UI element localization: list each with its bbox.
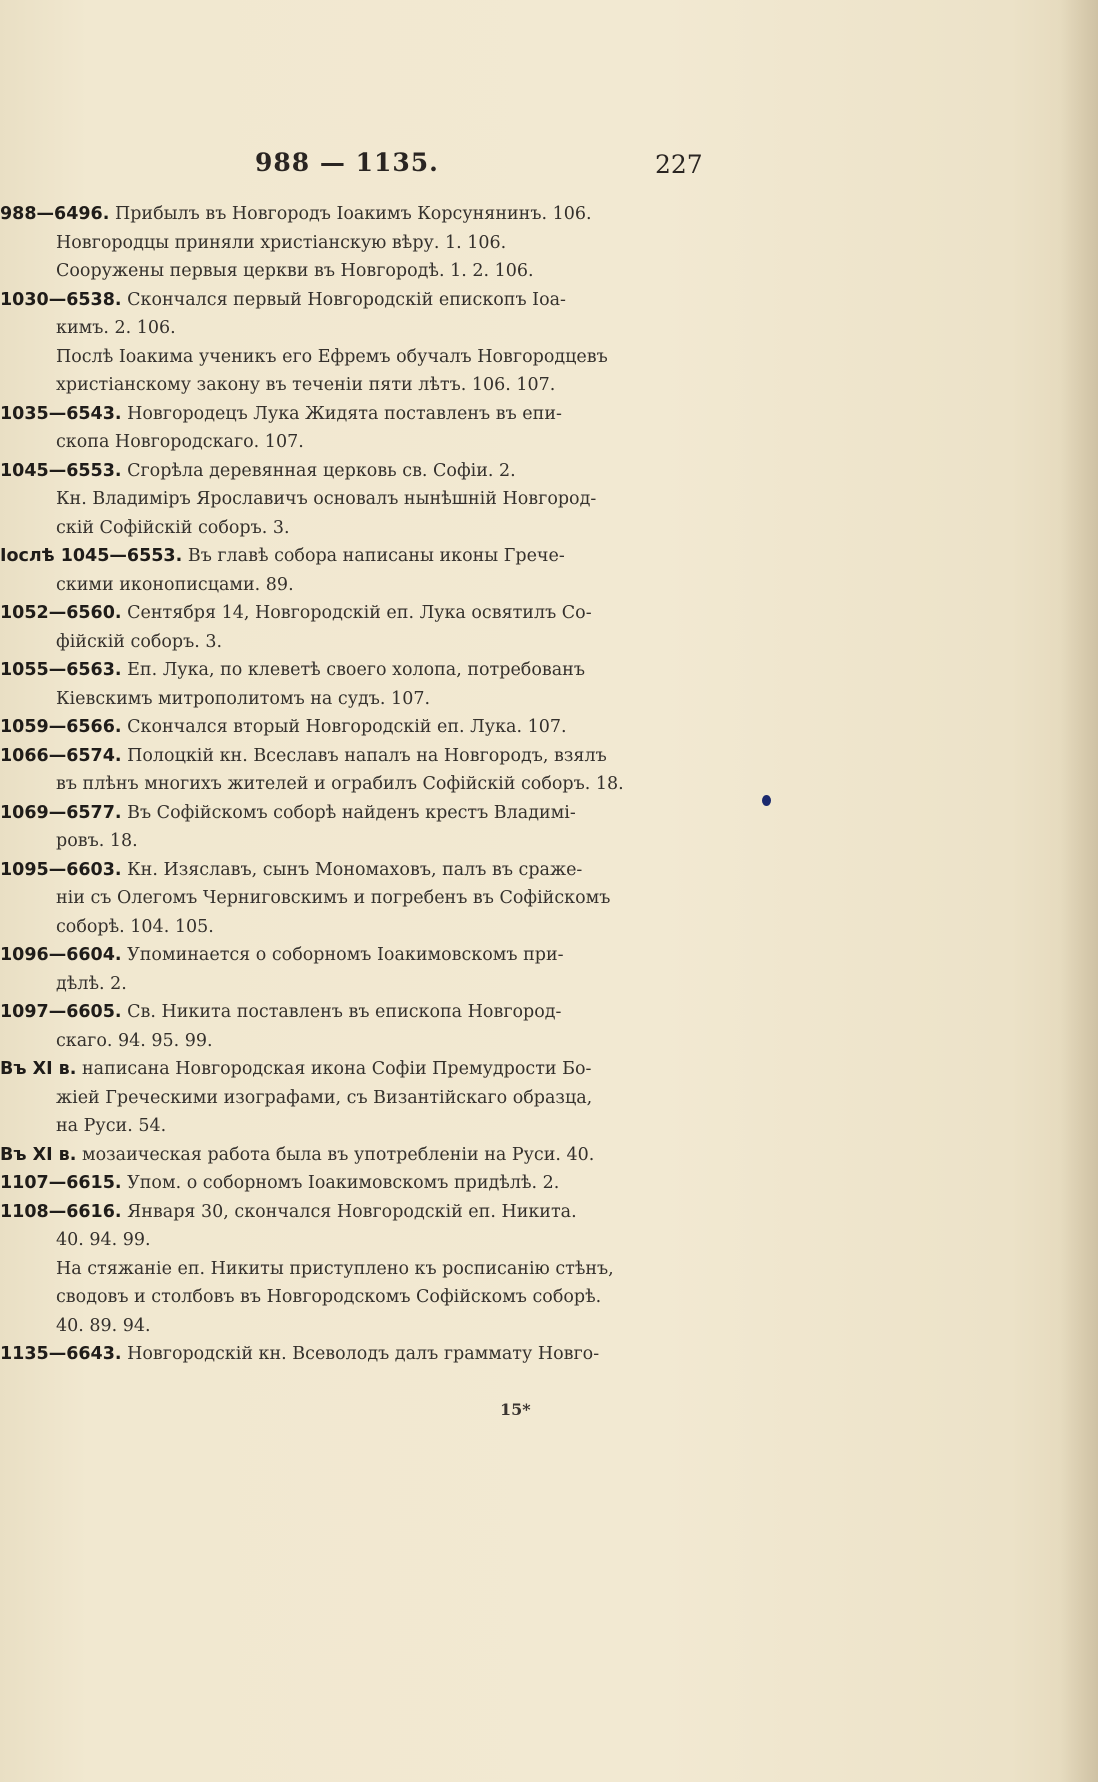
entry-first-line [0,1141,700,1170]
entry-continuation-line [0,257,700,286]
entry-continuation-line [0,1112,700,1141]
entry-text: кимъ. 2. 106. [56,318,176,338]
entry-continuation-line [0,229,700,258]
entry-continuation-line [0,1084,700,1113]
chronology-entry [0,656,700,713]
entry-text: 40. 89. 94. [56,1315,151,1336]
entry-continuation-line [0,970,700,999]
entry-text: мозаическая работа была въ употребленіи на Руси. 40. [76,1144,595,1165]
entry-date: 1059—6566. [0,717,122,737]
entry-date: 1069—6577. [0,802,122,823]
printer-signature-mark: 15* [500,1400,531,1419]
entry-date: 1066—6574. [0,745,122,766]
entry-date: 1096—6604. [0,945,122,965]
entry-text: скими иконописцами. 89. [56,574,294,595]
entry-date: 1035—6543. [0,403,122,424]
entry-continuation-line [0,371,700,400]
chronology-entry [0,998,700,1055]
entry-first-line [0,941,700,970]
chronology-entry [0,200,700,286]
entry-first-line [0,457,700,486]
entry-text: Сентября 14, Новгородскій еп. Лука освятилъ Со- [121,603,592,623]
entry-date: Іослѣ 1045—6553. [0,546,183,566]
entry-date: 1108—6616. [0,1201,122,1222]
chronology-entry [0,1055,700,1141]
entry-text: Въ главѣ собора написаны иконы Грече- [182,546,565,566]
entry-text: Новгородецъ Лука Жидята поставленъ въ епи- [121,403,562,424]
entry-text: Упоминается о соборномъ Іоакимовскомъ при- [121,945,564,965]
entry-text: соборѣ. 104. 105. [56,916,214,937]
chronology-entry [0,1340,700,1369]
entry-text: Новгородцы приняли христіанскую вѣру. 1. 106. [56,232,507,253]
entry-text: жіей Греческими изографами, съ Византійскаго образца, [56,1087,593,1108]
entry-date: 1052—6560. [0,603,122,623]
entry-date: Въ XI в. [0,1144,77,1165]
entry-date: 1045—6553. [0,460,122,481]
entry-text: Въ Софійскомъ соборѣ найденъ крестъ Владимі- [121,802,576,823]
entry-continuation-line [0,827,700,856]
entry-first-line [0,713,700,742]
entry-text: скій Софійскій соборъ. 3. [56,517,290,538]
entry-continuation-line [0,628,700,657]
ink-dot-mark [762,795,771,806]
entry-continuation-line [0,571,700,600]
entry-first-line [0,1055,700,1084]
entry-continuation-line [0,514,700,543]
entry-continuation-line [0,913,700,942]
entry-first-line [0,400,700,429]
entry-text: Новгородскій кн. Всеволодъ далъ граммату Новго- [121,1344,600,1364]
entry-date: 1055—6563. [0,660,122,680]
page-header [0,148,720,188]
entry-date: 1107—6615. [0,1173,122,1193]
entry-continuation-line [0,1226,700,1255]
chronology-entry [0,286,700,400]
entry-text: написана Новгородская икона Софіи Премудрости Бо- [76,1059,592,1079]
chronology-entry [0,941,700,998]
entry-first-line [0,1198,700,1227]
entry-first-line [0,799,700,828]
entry-date: 1097—6605. [0,1002,122,1022]
entry-date: 988—6496. [0,204,110,224]
entry-text: Января 30, скончался Новгородскій еп. Никита. [121,1201,577,1222]
entry-first-line [0,542,700,571]
entry-continuation-line [0,1027,700,1056]
entry-text: ровъ. 18. [56,831,138,851]
chronology-entry [0,1198,700,1341]
entry-text: Сооружены первыя церкви въ Новгородѣ. 1. 2. 106. [56,261,534,281]
entry-date: Въ XI в. [0,1059,77,1079]
entry-text: Скончался первый Новгородскій епископъ Іоа- [121,289,566,310]
entry-text: скаго. 94. 95. 99. [56,1030,213,1051]
entry-continuation-line [0,343,700,372]
entry-first-line [0,656,700,685]
entry-continuation-line [0,428,700,457]
entry-continuation-line [0,770,700,799]
entry-continuation-line [0,485,700,514]
entry-text: на Руси. 54. [56,1116,167,1136]
chronology-entry [0,1169,700,1198]
entry-text: Сгорѣла деревянная церковь св. Софіи. 2. [121,460,516,481]
entry-first-line [0,1169,700,1198]
entry-continuation-line [0,1312,700,1341]
entry-text: Полоцкій кн. Всеславъ напалъ на Новгородъ, взялъ [121,745,607,766]
entry-text: Кіевскимъ митрополитомъ на судъ. 107. [56,688,431,709]
entry-first-line [0,998,700,1027]
entry-text: Кн. Изяславъ, сынъ Мономаховъ, палъ въ сраже- [121,859,583,880]
entry-text: Св. Никита поставленъ въ епископа Новгород- [121,1002,562,1022]
header-year-range: 988 — 1135. [255,148,439,177]
chronology-entry [0,599,700,656]
entry-first-line [0,286,700,315]
entry-text: христіанскому закону въ теченіи пяти лѣтъ. 106. 107. [56,375,556,395]
entry-text: сводовъ и столбовъ въ Новгородскомъ Софійскомъ соборѣ. [56,1287,602,1307]
chronology-entries [0,200,700,1369]
entry-text: Кн. Владиміръ Ярославичъ основалъ нынѣшній Новгород- [56,489,597,509]
entry-text: Скончался вторый Новгородскій еп. Лука. 107. [121,717,567,737]
entry-first-line [0,599,700,628]
chronology-entry [0,856,700,942]
chronology-entry [0,713,700,742]
chronology-entry [0,1141,700,1170]
entry-continuation-line [0,1283,700,1312]
entry-text: скопа Новгородскаго. 107. [56,432,304,452]
entry-continuation-line [0,314,700,343]
entry-first-line [0,856,700,885]
entry-text: фійскій соборъ. 3. [56,631,223,652]
entry-text: 40. 94. 99. [56,1230,151,1250]
entry-text: Прибылъ въ Новгородъ Іоакимъ Корсунянинъ. 106. [109,204,592,224]
chronology-entry [0,542,700,599]
entry-text: Упом. о соборномъ Іоакимовскомъ придѣлѣ. 2. [121,1173,560,1193]
entry-continuation-line [0,884,700,913]
entry-continuation-line [0,685,700,714]
entry-text: ніи съ Олегомъ Черниговскимъ и погребенъ въ Софійскомъ [56,888,611,908]
entry-text: На стяжаніе еп. Никиты приступлено къ росписанію стѣнъ, [56,1258,614,1279]
entry-first-line [0,1340,700,1369]
entry-text: въ плѣнъ многихъ жителей и ограбилъ Софійскій соборъ. 18. [56,774,624,794]
entry-text: дѣлѣ. 2. [56,973,127,994]
entry-text: Еп. Лука, по клеветѣ своего холопа, потребованъ [121,660,585,680]
page-edge-shadow [1060,0,1098,1782]
entry-first-line [0,742,700,771]
chronology-entry [0,457,700,543]
entry-date: 1135—6643. [0,1344,122,1364]
entry-date: 1030—6538. [0,289,122,310]
chronology-entry [0,742,700,799]
entry-date: 1095—6603. [0,859,122,880]
chronology-entry [0,400,700,457]
entry-first-line [0,200,700,229]
entry-continuation-line [0,1255,700,1284]
page-number: 227 [655,150,703,179]
entry-text: Послѣ Іоакима ученикъ его Ефремъ обучалъ Новгородцевъ [56,346,608,367]
chronology-entry [0,799,700,856]
